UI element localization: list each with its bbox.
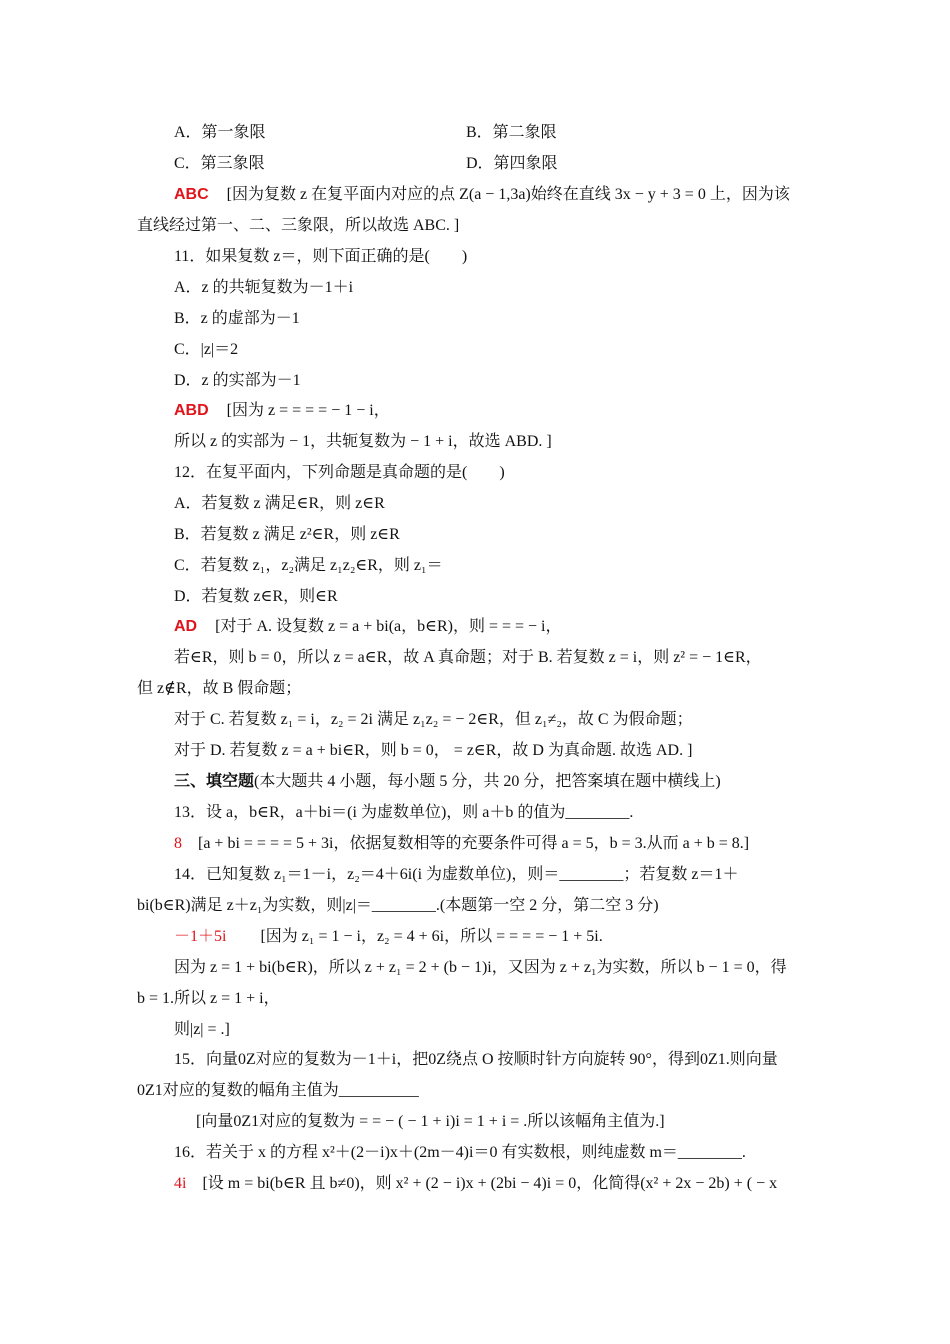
option-c-q10: C．第三象限: [174, 155, 265, 172]
question-15: 15．向量0Z对应的复数为－1＋i，把0Z绕点 O 按顺时针方向旋转 90°，得到0Z1.则向量: [174, 1051, 778, 1068]
question-12: 12．在复平面内，下列命题是真命题的是( ): [174, 464, 505, 481]
option-d-q10: D．第四象限: [466, 155, 558, 172]
question-16: 16．若关于 x 的方程 x²＋(2－i)x＋(2m－4)i＝0 有实数根，则纯虚数 m＝________.: [174, 1144, 746, 1161]
option-a-q11: A．z 的共轭复数为－1＋i: [174, 279, 354, 296]
answer-q16: 4i: [174, 1175, 187, 1192]
option-d-q11: D．z 的实部为－1: [174, 372, 301, 389]
answer-q14: －1＋5i: [174, 928, 227, 945]
explanation-q13: [a + bi = = = = 5 + 3i，依据复数相等的充要条件可得 a = 5，b = 3.从而 a + b = 8.]: [198, 835, 750, 852]
explanation-q12-b: 若∈R，则 b = 0，所以 z = a∈R，故 A 真命题；对于 B. 若复数 z = i，则 z² = − 1∈R，: [174, 649, 762, 666]
explanation-q10-cont: 直线经过第一、二、三象限，所以故选 ABC. ]: [137, 217, 460, 234]
question-13: 13．设 a，b∈R，a＋bi＝(i 为虚数单位)，则 a＋b 的值为________.: [174, 804, 634, 821]
answer-line-q10: [174, 185, 790, 205]
option-c-q11: C．|z|＝2: [174, 341, 239, 358]
answer-q11: ABD: [174, 402, 209, 419]
option-a-q10: A．第一象限: [174, 124, 266, 141]
answer-line-q12: [174, 617, 562, 637]
option-c-q12: C．若复数 z₁，z₂满足 z₁z₂∈R，则 z₁＝: [174, 557, 443, 574]
section-heading: [174, 772, 721, 792]
explanation-q15: [向量0Z1对应的复数为 = = − ( − 1 + i)i = 1 + i = .所以该幅角主值为.]: [196, 1113, 665, 1130]
explanation-q11-cont: 所以 z 的实部为 − 1，共轭复数为 − 1 + i，故选 ABD. ]: [174, 433, 552, 450]
answer-line-q13: [174, 834, 749, 854]
explanation-q12-c: 对于 C. 若复数 z₁ = i，z₂ = 2i 满足 z₁z₂ = − 2∈R，但 z₁≠₂，故 C 为假命题；: [174, 711, 693, 728]
explanation-q12: [对于 A. 设复数 z = a + bi(a，b∈R)，则 = = = − i，: [215, 618, 562, 635]
option-b-q10: B．第二象限: [466, 124, 557, 141]
question-15-cont: 0Z1对应的复数的幅角主值为__________: [137, 1082, 419, 1099]
question-14-cont: bi(b∈R)满足 z＋z₁为实数，则|z|＝________.(本题第一空 2 分，第二空 3 分): [137, 897, 659, 914]
answer-line-q16: [174, 1174, 777, 1194]
option-d-q12: D．若复数 z∈R，则∈R: [174, 588, 338, 605]
explanation-q14-c: 则|z| = .]: [174, 1021, 230, 1038]
answer-q10: ABC: [174, 186, 209, 203]
explanation-q14-b: 因为 z = 1 + bi(b∈R)，所以 z + z₁ = 2 + (b − 1)i，又因为 z + z₁为实数，所以 b − 1 = 0，得: [174, 959, 787, 976]
explanation-q12-b-cont: 但 z∉R，故 B 假命题；: [137, 680, 302, 697]
option-b-q11: B．z 的虚部为－1: [174, 310, 300, 327]
answer-q12: AD: [174, 618, 198, 635]
explanation-q11: [因为 z = = = = − 1 − i，: [226, 402, 390, 419]
explanation-q12-d: 对于 D. 若复数 z = a + bi∈R，则 b = 0， = z∈R，故 D 为真命题. 故选 AD. ]: [174, 742, 693, 759]
answer-q13: 8: [174, 835, 182, 852]
section-title: 三、填空题: [174, 773, 255, 790]
explanation-q16: [设 m = bi(b∈R 且 b≠0)，则 x² + (2 − i)x + (2bi − 4)i = 0，化简得(x² + 2x − 2b) + ( − x: [202, 1175, 778, 1192]
answer-line-q14: [174, 927, 603, 947]
answer-line-q11: [174, 401, 390, 421]
section-instructions: (本大题共 4 小题，每小题 5 分，共 20 分，把答案填在题中横线上): [254, 773, 721, 790]
question-14: 14．已知复数 z₁＝1－i，z₂＝4＋6i(i 为虚数单位)，则＝________；若复数 z＝1＋: [174, 866, 739, 883]
question-11: 11．如果复数 z＝，则下面正确的是( ): [174, 248, 468, 265]
explanation-q14: [因为 z₁ = 1 − i，z₂ = 4 + 6i，所以 = = = = − 1 + 5i.: [260, 928, 603, 945]
explanation-q10: [因为复数 z 在复平面内对应的点 Z(a − 1,3a)始终在直线 3x − y + 3 = 0 上，因为该: [226, 186, 790, 203]
explanation-q14-b-cont: b = 1.所以 z = 1 + i，: [137, 990, 280, 1007]
option-b-q12: B．若复数 z 满足 z²∈R，则 z∈R: [174, 526, 400, 543]
option-a-q12: A．若复数 z 满足∈R，则 z∈R: [174, 495, 385, 512]
